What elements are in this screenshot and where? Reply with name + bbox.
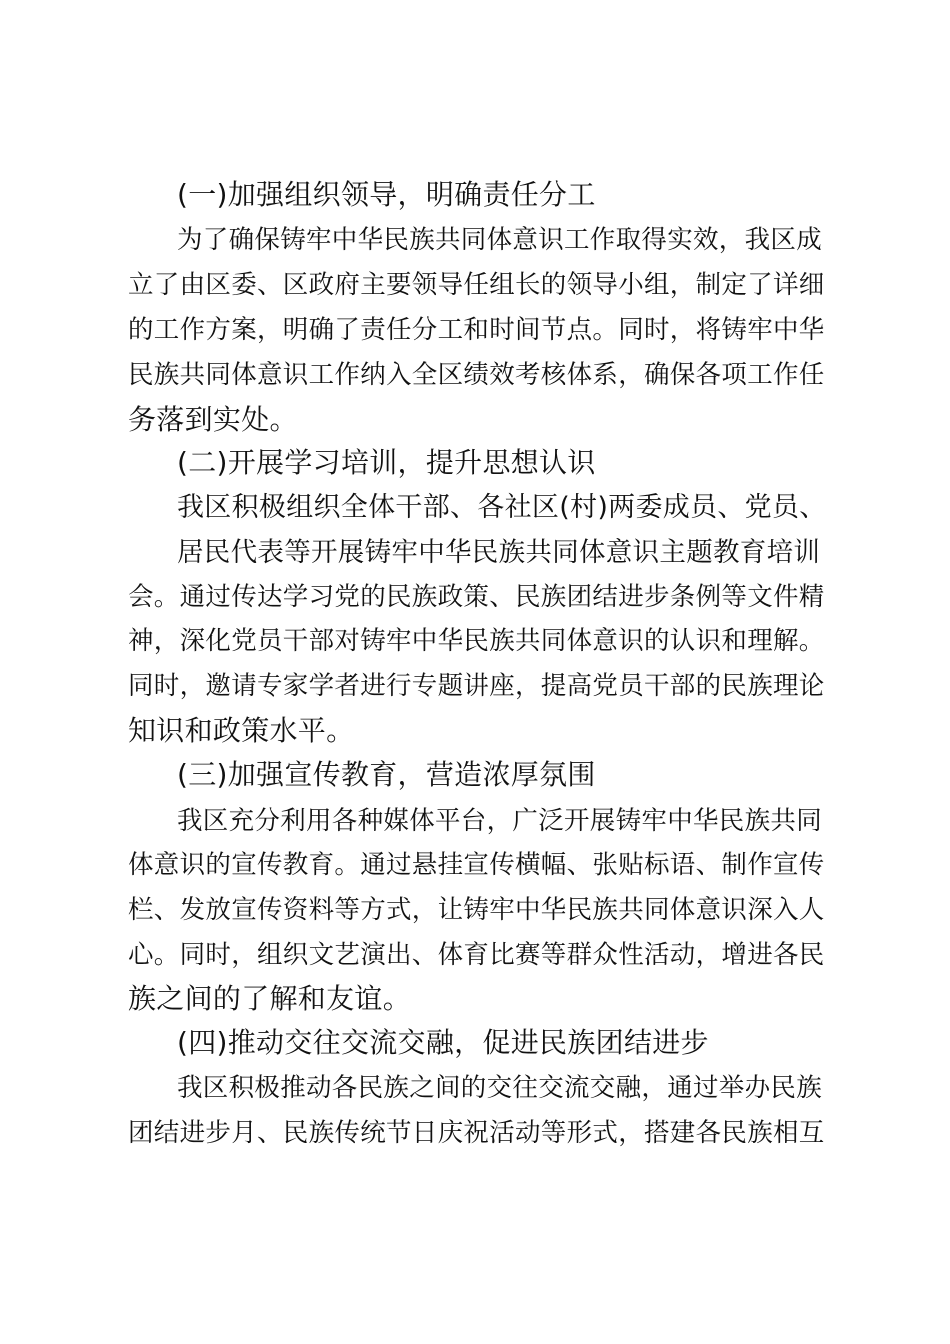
paragraph-line: 的工作方案，明确了责任分工和时间节点。同时，将铸牢中华 (128, 315, 825, 345)
paragraph-line: 栏、发放宣传资料等方式，让铸牢中华民族共同体意识深入人 (128, 895, 825, 925)
paragraph-line: 我区积极推动各民族之间的交往交流交融，通过举办民族 (177, 1073, 823, 1103)
paragraph-line: 务落到实处。 (128, 403, 298, 436)
paragraph-line: 心。同时，组织文艺演出、体育比赛等群众性活动，增进各民 (128, 940, 825, 970)
paragraph-line: 团结进步月、民族传统节日庆祝活动等形式，搭建各民族相互 (128, 1118, 825, 1148)
section-heading-4: (四)推动交往交流交融，促进民族团结进步 (177, 1026, 709, 1059)
section-heading-2: (二)开展学习培训，提升思想认识 (177, 446, 596, 479)
paragraph-line: 立了由区委、区政府主要领导任组长的领导小组，制定了详细 (128, 270, 825, 300)
paragraph-line: 我区充分利用各种媒体平台，广泛开展铸牢中华民族共同 (177, 806, 823, 836)
paragraph-line: 民族共同体意识工作纳入全区绩效考核体系，确保各项工作任 (128, 360, 825, 390)
paragraph-line: 族之间的了解和友谊。 (128, 982, 412, 1015)
paragraph-line: 知识和政策水平。 (128, 714, 355, 747)
paragraph-line: 为了确保铸牢中华民族共同体意识工作取得实效，我区成 (177, 225, 823, 255)
paragraph-line: 居民代表等开展铸牢中华民族共同体意识主题教育培训 (177, 537, 821, 568)
section-heading-3: (三)加强宣传教育，营造浓厚氛围 (177, 758, 596, 791)
paragraph-line: 会。通过传达学习党的民族政策、民族团结进步条例等文件精 (128, 582, 825, 612)
paragraph-line: 同时，邀请专家学者进行专题讲座，提高党员干部的民族理论 (128, 671, 825, 701)
paragraph-line: 神，深化党员干部对铸牢中华民族共同体意识的认识和理解。 (128, 626, 825, 656)
section-heading-1: (一)加强组织领导，明确责任分工 (177, 178, 596, 211)
paragraph-line: 我区积极组织全体干部、各社区(村)两委成员、党员、 (177, 492, 827, 523)
paragraph-line: 体意识的宣传教育。通过悬挂宣传横幅、张贴标语、制作宣传 (128, 850, 825, 880)
